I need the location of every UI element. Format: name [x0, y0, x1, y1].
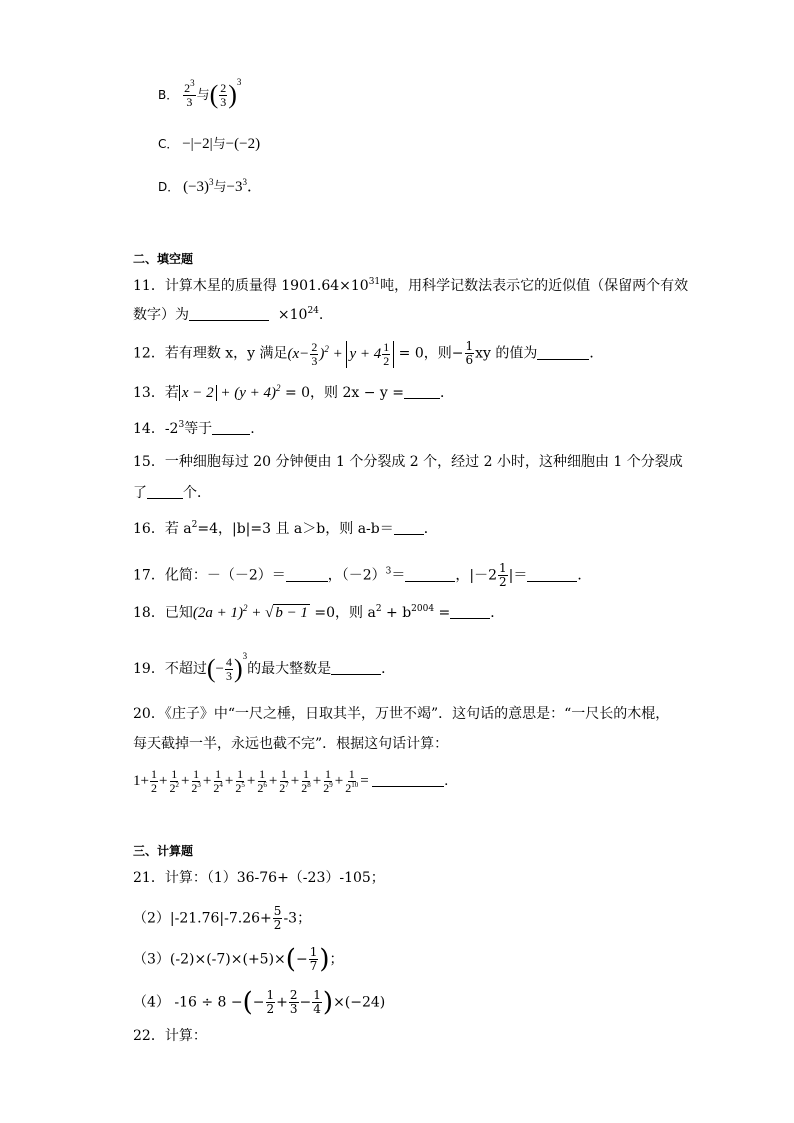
series-term: $\frac{1}{2^8}$ [301, 767, 311, 795]
option-b: B． $\frac{2^3}{3}$ 与( $\frac{2}{3}$ )$^3$ [158, 77, 242, 110]
option-c: C． −|−2|与−(−2) [158, 136, 261, 152]
plus-sign: + [246, 772, 256, 789]
question-12: 12．若有理数 x，y 满足(x− $\frac{2}{3}$ )$^2$ + y + 4 $\frac{1}{2}$ = 0，则− $\frac{1}{6}$ xy 的值为 ． [133, 339, 604, 368]
series-term: $\frac{1}{2}$ [150, 767, 157, 795]
plus-sign: + [180, 772, 190, 789]
plus-sign: + [312, 772, 322, 789]
series-term: $\frac{1}{2^9}$ [323, 767, 333, 795]
answer-blank[interactable] [404, 384, 440, 399]
question-21-part2: （2）|-21.76|-7.26+ $\frac{5}{2}$ -3； [133, 904, 312, 932]
section-heading-calculation: 三、计算题 [133, 844, 194, 858]
answer-blank[interactable] [527, 567, 577, 582]
question-11-line2: 数字）为 $\times 10^{24}$. [133, 306, 324, 323]
question-11-line1: 11．计算木星的质量得 $1901.64\times 10^{31}$吨，用科学记数法表示它的近似值（保留两个有效 [133, 277, 689, 294]
question-21-part4: （4） -16 ÷ 8 −(− $\frac{1}{2}$ + $\frac{2}{3}$ − $\frac{1}{4}$ )×(−24) [133, 987, 386, 1018]
plus-sign: + [202, 772, 212, 789]
answer-blank[interactable] [147, 484, 183, 499]
answer-blank[interactable] [450, 604, 490, 619]
answer-blank[interactable] [212, 420, 250, 435]
answer-blank[interactable] [372, 772, 444, 787]
plus-sign: + [224, 772, 234, 789]
answer-blank[interactable] [405, 567, 455, 582]
answer-blank[interactable] [394, 520, 424, 535]
question-19: 19．不超过(− $\frac{4}{3}$ )$^3$的最大整数是 ． [133, 651, 396, 684]
series-term: $\frac{1}{2^6}$ [257, 767, 267, 795]
question-20-series: 1+ $\frac{1}{2}$ + $\frac{1}{2^2}$ + $\frac{1}{2^3}$ + $\frac{1}{2^4}$ + $\frac{1}{2^5}$ + $\frac{1}{2^6}$ + $\frac{1}{2^7}$ + $\frac{1}{2^8}$ + $\frac{1}{2^9}$ + $\frac{1}{2^{10}}$ = . [133, 767, 449, 795]
option-b-expr: $\frac{2^3}{3}$ 与( $\frac{2}{3}$ )$^3$ [184, 77, 242, 110]
plus-sign: + [140, 772, 149, 789]
answer-blank[interactable] [189, 306, 269, 321]
question-18: 18．已知$(2a + 1)^2$ + √ b − 1 =0，则 $a^2 + b^{2004}$ = ． [133, 603, 505, 621]
question-14: 14．$-2^3$等于 . [133, 420, 255, 437]
question-20-line2: 每天截掉一半，永远也截不完”．根据这句话计算： [133, 736, 449, 752]
answer-blank[interactable] [537, 345, 589, 360]
question-21-part1: 21．计算：（1）36-76+（-23）-105； [133, 870, 385, 886]
plus-sign: + [290, 772, 300, 789]
series-term: $\frac{1}{2^5}$ [235, 767, 245, 795]
series-term: $\frac{1}{2^3}$ [191, 767, 201, 795]
question-15-line2: 了 个． [133, 485, 211, 501]
question-21-part3: （3）(-2)×(-7)×(+5)×(− $\frac{1}{7}$ )； [133, 944, 344, 975]
question-13: 13．若 $x - 2 + (y + 4)^2 = 0$，则 2x − y = ． [133, 383, 455, 401]
question-15-line1: 15．一种细胞每过 20 分钟便由 1 个分裂成 2 个，经过 2 小时，这种细胞由 1 个分裂成 [133, 454, 683, 470]
plus-sign: + [158, 772, 168, 789]
series-term: $\frac{1}{2^2}$ [169, 767, 179, 795]
plus-sign: + [268, 772, 278, 789]
series-term: $\frac{1}{2^4}$ [213, 767, 223, 795]
section-heading-fill-in: 二、填空题 [133, 252, 194, 266]
answer-blank[interactable] [331, 660, 381, 675]
answer-blank[interactable] [286, 567, 328, 582]
option-d: D． $(-3)^3$与$-3^3$． [158, 177, 263, 195]
plus-sign: + [334, 772, 344, 789]
series-term: $\frac{1}{2^{10}}$ [345, 767, 359, 795]
question-17: 17．化简：－（－2）＝ ，$(-2)^3=$ ，|－2 $\frac{1}{2}$ |＝ ． [133, 561, 592, 589]
series-term: $\frac{1}{2^7}$ [279, 767, 289, 795]
question-20-line1: 20．《庄子》中“一尺之棰，日取其半，万世不竭”．这句话的意思是：“一尺长的木棍， [133, 706, 670, 722]
question-16: 16．若 $a^2=4$，|b|=3 且 a＞b，则 a-b＝ ． [133, 520, 438, 537]
question-22: 22．计算： [133, 1028, 207, 1044]
